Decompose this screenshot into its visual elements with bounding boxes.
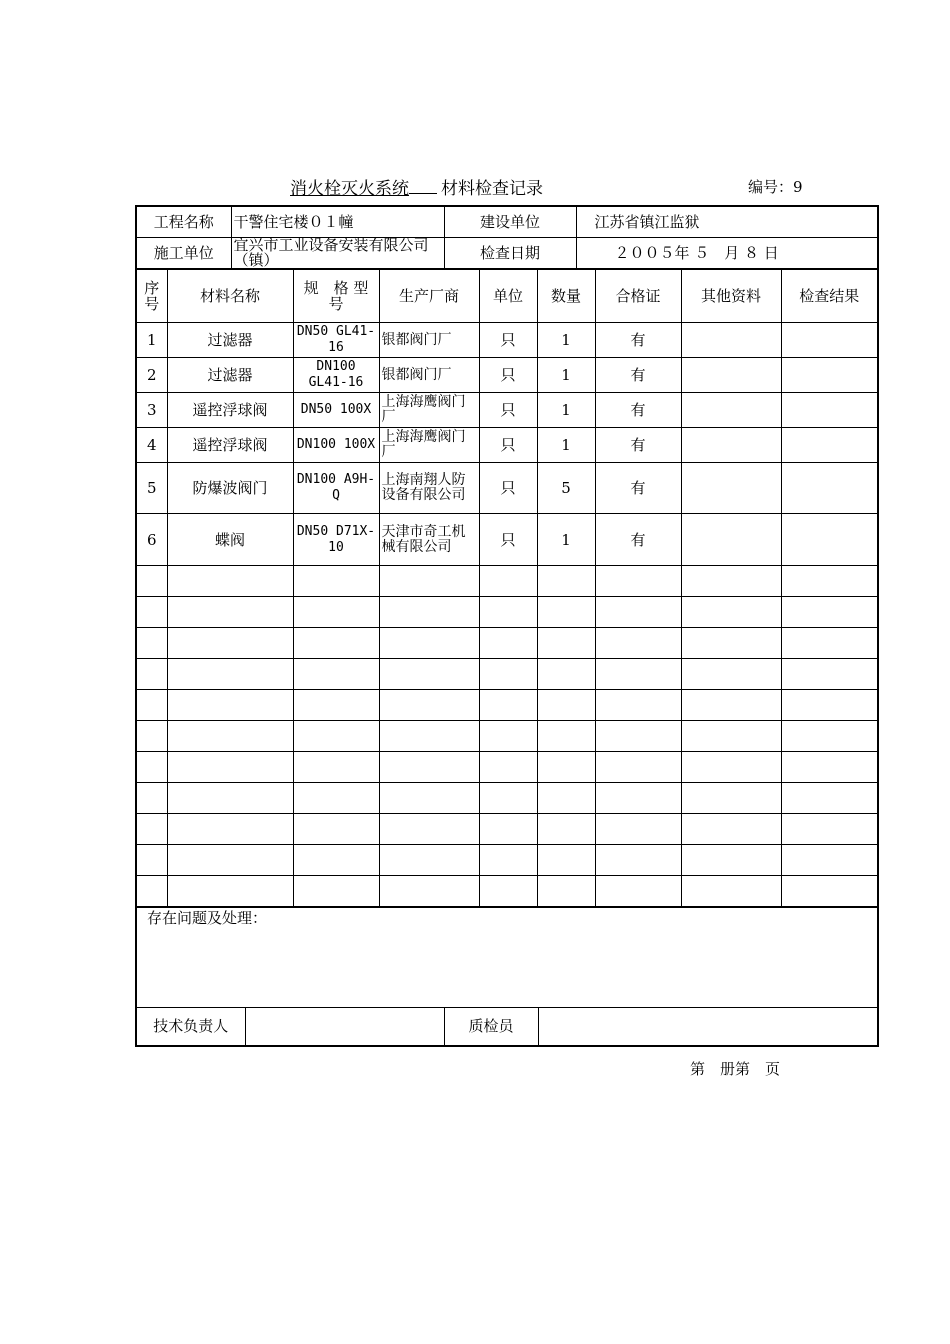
title-underline — [409, 179, 437, 194]
cell-empty — [781, 428, 878, 463]
cell-empty — [167, 690, 293, 721]
cell-empty — [293, 876, 379, 907]
cell-empty — [379, 721, 479, 752]
cell-empty — [136, 814, 167, 845]
footer-table — [135, 907, 879, 1047]
cell-empty — [479, 566, 537, 597]
cell-empty — [681, 514, 781, 566]
info-table — [135, 205, 879, 270]
cell-unit: 只 — [479, 393, 537, 428]
cell-cert: 有 — [595, 463, 681, 514]
cell-empty — [479, 814, 537, 845]
empty-row — [136, 814, 878, 845]
cell-empty — [595, 814, 681, 845]
column-header: 检查结果 — [781, 269, 878, 323]
cell-empty — [681, 752, 781, 783]
cell-empty — [781, 566, 878, 597]
cell-no: 1 — [136, 323, 167, 358]
cell-cert: 有 — [595, 428, 681, 463]
system-name: 消火栓灭火系统 — [290, 179, 409, 199]
empty-row — [136, 845, 878, 876]
cell-empty — [479, 597, 537, 628]
cell-empty — [379, 659, 479, 690]
column-header: 其他资料 — [681, 269, 781, 323]
column-header: 单位 — [479, 269, 537, 323]
cell-empty — [379, 690, 479, 721]
empty-row — [136, 566, 878, 597]
cell-empty — [681, 628, 781, 659]
contractor-value: 宜兴市工业设备安装有限公司（镇） — [231, 238, 444, 270]
cell-name: 防爆波阀门 — [167, 463, 293, 514]
cell-empty — [681, 876, 781, 907]
cell-empty — [595, 845, 681, 876]
cell-empty — [781, 783, 878, 814]
cell-empty — [781, 628, 878, 659]
cell-empty — [537, 814, 595, 845]
cell-empty — [781, 597, 878, 628]
cell-empty — [537, 566, 595, 597]
cell-empty — [379, 814, 479, 845]
column-header: 生产厂商 — [379, 269, 479, 323]
cell-empty — [595, 783, 681, 814]
title-suffix: 材料检查记录 — [441, 179, 543, 199]
cell-empty — [136, 752, 167, 783]
cell-empty — [595, 659, 681, 690]
empty-row — [136, 876, 878, 907]
cell-empty — [537, 845, 595, 876]
cell-empty — [293, 721, 379, 752]
cell-empty — [681, 393, 781, 428]
cell-qty: 1 — [537, 393, 595, 428]
cell-empty — [136, 690, 167, 721]
cell-empty — [293, 597, 379, 628]
cell-qty: 5 — [537, 463, 595, 514]
cell-spec: DN100 A9H-Q — [293, 463, 379, 514]
cell-maker: 银都阀门厂 — [379, 358, 479, 393]
cell-empty — [136, 566, 167, 597]
builder-label: 建设单位 — [444, 206, 576, 238]
contractor-label: 施工单位 — [136, 238, 231, 270]
cell-maker: 上海南翔人防设备有限公司 — [379, 463, 479, 514]
cell-name: 蝶阀 — [167, 514, 293, 566]
table-row — [136, 393, 878, 428]
cell-empty — [479, 690, 537, 721]
document-number: 编号：9 — [748, 178, 803, 196]
column-header: 规 格 型 号 — [293, 269, 379, 323]
cell-empty — [681, 721, 781, 752]
cell-spec: DN100 GL41-16 — [293, 358, 379, 393]
qc-label: 质检员 — [444, 1008, 538, 1046]
cell-empty — [781, 463, 878, 514]
tech-lead-signature[interactable] — [245, 1008, 444, 1046]
cell-empty — [136, 628, 167, 659]
cell-empty — [537, 752, 595, 783]
cell-unit: 只 — [479, 514, 537, 566]
table-row — [136, 428, 878, 463]
cell-maker: 上海海鹰阀门厂 — [379, 393, 479, 428]
cell-qty: 1 — [537, 358, 595, 393]
tech-lead-label: 技术负责人 — [136, 1008, 245, 1046]
cell-empty — [136, 783, 167, 814]
cell-empty — [595, 876, 681, 907]
cell-empty — [136, 659, 167, 690]
cell-empty — [479, 628, 537, 659]
empty-row — [136, 659, 878, 690]
cell-spec: DN50 100X — [293, 393, 379, 428]
cell-empty — [379, 783, 479, 814]
cell-empty — [537, 597, 595, 628]
empty-row — [136, 752, 878, 783]
cell-maker: 天津市奇工机械有限公司 — [379, 514, 479, 566]
cell-spec: DN50 GL41-16 — [293, 323, 379, 358]
cell-empty — [379, 628, 479, 659]
cell-empty — [681, 463, 781, 514]
cell-empty — [781, 514, 878, 566]
cell-empty — [293, 566, 379, 597]
cell-empty — [681, 690, 781, 721]
cell-unit: 只 — [479, 323, 537, 358]
cell-spec: DN50 D71X-10 — [293, 514, 379, 566]
cell-empty — [781, 721, 878, 752]
cell-empty — [379, 845, 479, 876]
empty-row — [136, 690, 878, 721]
cell-empty — [781, 752, 878, 783]
cell-empty — [595, 597, 681, 628]
column-header: 数量 — [537, 269, 595, 323]
cell-empty — [537, 690, 595, 721]
empty-row — [136, 597, 878, 628]
empty-row — [136, 721, 878, 752]
cell-empty — [595, 566, 681, 597]
cell-qty: 1 — [537, 514, 595, 566]
cell-no: 3 — [136, 393, 167, 428]
cell-empty — [537, 628, 595, 659]
cell-empty — [681, 566, 781, 597]
cell-cert: 有 — [595, 323, 681, 358]
cell-empty — [681, 428, 781, 463]
cell-empty — [595, 690, 681, 721]
cell-empty — [479, 783, 537, 814]
cell-empty — [293, 814, 379, 845]
cell-empty — [479, 659, 537, 690]
cell-empty — [681, 358, 781, 393]
cell-empty — [479, 752, 537, 783]
cell-empty — [167, 876, 293, 907]
cell-no: 6 — [136, 514, 167, 566]
date-label: 检查日期 — [444, 238, 576, 270]
cell-empty — [681, 845, 781, 876]
cell-empty — [136, 597, 167, 628]
cell-empty — [379, 876, 479, 907]
empty-row — [136, 783, 878, 814]
page-footer: 第 册第 页 — [690, 1060, 781, 1078]
table-row — [136, 358, 878, 393]
cell-empty — [781, 845, 878, 876]
table-row — [136, 514, 878, 566]
cell-qty: 1 — [537, 428, 595, 463]
cell-empty — [293, 628, 379, 659]
cell-maker: 上海海鹰阀门厂 — [379, 428, 479, 463]
document-title — [290, 174, 543, 199]
date-value: ２００５年 ５ 月 ８ 日 — [576, 238, 878, 270]
cell-empty — [781, 814, 878, 845]
cell-empty — [781, 358, 878, 393]
cell-empty — [167, 814, 293, 845]
cell-empty — [681, 323, 781, 358]
cell-name: 过滤器 — [167, 323, 293, 358]
cell-empty — [479, 721, 537, 752]
cell-empty — [293, 752, 379, 783]
cell-empty — [537, 876, 595, 907]
cell-empty — [479, 845, 537, 876]
cell-empty — [167, 721, 293, 752]
cell-empty — [781, 659, 878, 690]
cell-empty — [537, 659, 595, 690]
cell-no: 5 — [136, 463, 167, 514]
table-row — [136, 463, 878, 514]
cell-cert: 有 — [595, 514, 681, 566]
cell-empty — [681, 783, 781, 814]
cell-empty — [595, 721, 681, 752]
cell-unit: 只 — [479, 463, 537, 514]
cell-empty — [293, 659, 379, 690]
cell-empty — [379, 597, 479, 628]
cell-empty — [681, 659, 781, 690]
cell-name: 过滤器 — [167, 358, 293, 393]
cell-empty — [167, 628, 293, 659]
cell-cert: 有 — [595, 393, 681, 428]
cell-empty — [293, 690, 379, 721]
cell-empty — [167, 566, 293, 597]
cell-empty — [167, 752, 293, 783]
cell-empty — [167, 783, 293, 814]
cell-unit: 只 — [479, 428, 537, 463]
cell-empty — [136, 721, 167, 752]
empty-row — [136, 628, 878, 659]
builder-value: 江苏省镇江监狱 — [576, 206, 878, 238]
cell-spec: DN100 100X — [293, 428, 379, 463]
cell-maker: 银都阀门厂 — [379, 323, 479, 358]
cell-empty — [167, 845, 293, 876]
column-header: 序号 — [136, 269, 167, 323]
cell-no: 4 — [136, 428, 167, 463]
cell-empty — [595, 628, 681, 659]
cell-empty — [537, 721, 595, 752]
project-value: 干警住宅楼０１幢 — [231, 206, 444, 238]
cell-empty — [167, 659, 293, 690]
cell-empty — [293, 845, 379, 876]
cell-name: 遥控浮球阀 — [167, 393, 293, 428]
cell-empty — [781, 876, 878, 907]
cell-empty — [136, 876, 167, 907]
cell-empty — [537, 783, 595, 814]
cell-empty — [681, 597, 781, 628]
cell-empty — [379, 566, 479, 597]
cell-empty — [379, 752, 479, 783]
column-header: 合格证 — [595, 269, 681, 323]
cell-empty — [167, 597, 293, 628]
project-label: 工程名称 — [136, 206, 231, 238]
table-row — [136, 323, 878, 358]
cell-empty — [136, 845, 167, 876]
cell-name: 遥控浮球阀 — [167, 428, 293, 463]
materials-table — [135, 268, 879, 908]
cell-empty — [479, 876, 537, 907]
cell-no: 2 — [136, 358, 167, 393]
cell-empty — [781, 690, 878, 721]
cell-empty — [595, 752, 681, 783]
cell-empty — [781, 323, 878, 358]
qc-signature[interactable] — [538, 1008, 878, 1046]
cell-qty: 1 — [537, 323, 595, 358]
column-header: 材料名称 — [167, 269, 293, 323]
cell-empty — [781, 393, 878, 428]
issues-label: 存在问题及处理： — [136, 908, 878, 1008]
cell-cert: 有 — [595, 358, 681, 393]
cell-empty — [293, 783, 379, 814]
cell-empty — [681, 814, 781, 845]
cell-unit: 只 — [479, 358, 537, 393]
